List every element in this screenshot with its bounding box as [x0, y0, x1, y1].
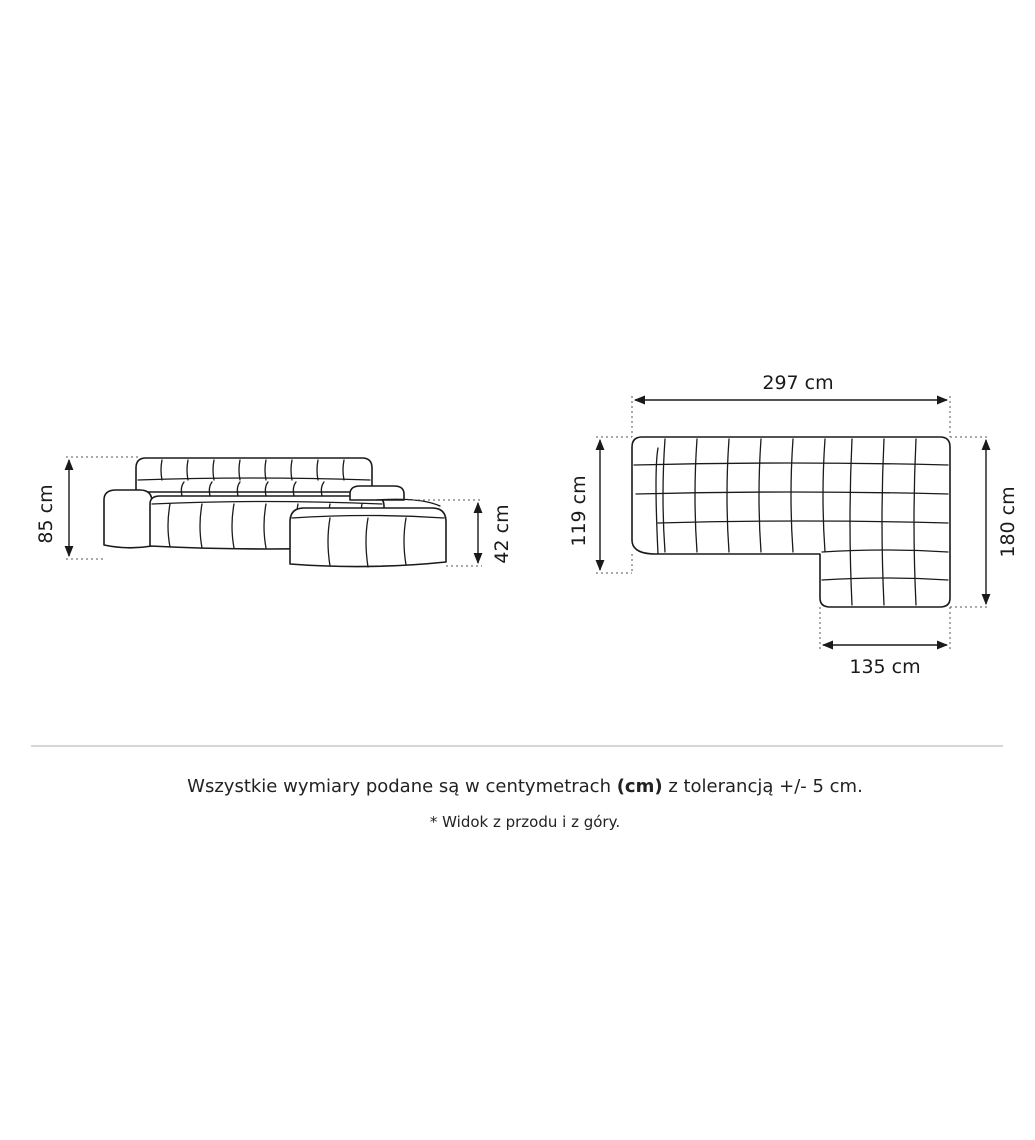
front-height-label: 85 cm	[35, 484, 57, 544]
view-note: * Widok z przodu i z góry.	[429, 813, 621, 831]
depth-total-label: 180 cm	[997, 486, 1019, 558]
depth-total-dimension	[950, 437, 1019, 607]
front-view-sofa	[104, 458, 446, 567]
chaise-width-label: 135 cm	[849, 656, 921, 678]
width-label: 297 cm	[762, 372, 834, 394]
separator-line	[31, 745, 1003, 747]
width-dimension	[632, 372, 950, 437]
chaise-width-dimension	[820, 607, 950, 678]
tolerance-note	[0, 776, 1035, 797]
tolerance-note-unit: (cm)	[616, 776, 663, 797]
seat-height-label: 42 cm	[491, 504, 513, 564]
depth-main-dimension	[568, 437, 632, 573]
top-view-sofa	[632, 437, 950, 607]
tolerance-note-prefix: Wszystkie wymiary podane są w centymetrach	[187, 776, 617, 797]
tolerance-note-suffix: z tolerancją +/- 5 cm.	[662, 776, 863, 797]
depth-main-label: 119 cm	[568, 475, 590, 547]
